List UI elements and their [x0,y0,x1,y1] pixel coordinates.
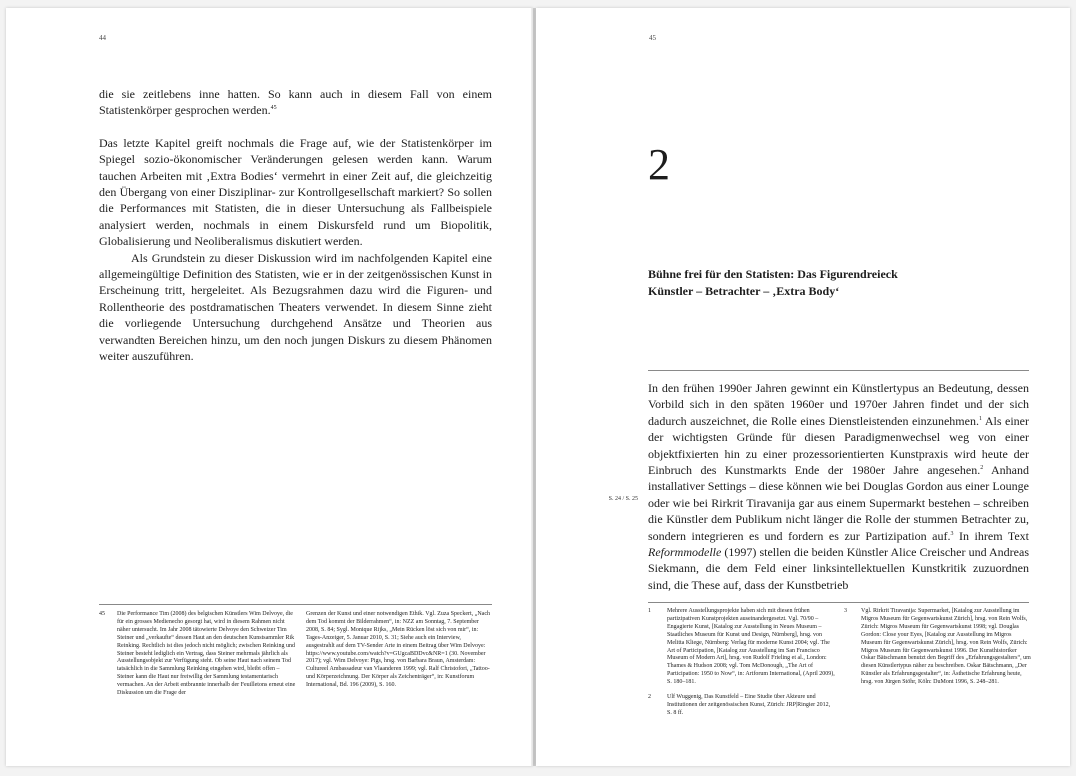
italic-title: Reformmodelle [648,545,722,560]
footnote-reference[interactable]: 45 [270,105,277,112]
body-text [648,380,1029,593]
page-number: 44 [99,34,106,42]
footnote-reference[interactable]: 2 [980,465,984,472]
footnote-number: 45 [99,611,105,617]
chapter-number: 2 [648,140,670,189]
chapter-title-line: Künstler – Betrachter – ‚Extra Body‘ [648,284,840,298]
footnote-divider [648,602,1029,603]
right-page [536,8,1070,766]
page-number: 45 [649,34,656,42]
left-page [6,8,533,766]
footnote-number: 1 [648,608,651,614]
footnote-text: Ulf Wuggenig, Das Kunstfeld – Eine Studie über Akteure und Institutionen der zeitgenössischen Kunst, Zürich: JRP|Ringier 2012, S. 8 ff. [667,694,831,716]
chapter-title [648,266,1028,300]
marginal-note: S. 24 / S. 25 [608,496,638,502]
footnote-divider [99,604,492,605]
footnote-number: 2 [648,694,651,700]
footnote-reference[interactable]: 1 [978,415,982,422]
paragraph: die sie zeitlebens inne hatten. So kann auch in diesem Fall von einem Statistenkörper gesprochen werden.$^{45}$ [99,87,492,118]
footnote-text: Vgl. Rirkrit Tiravanija: Supermarket, [Katalog zur Ausstellung im Migros Museum für Gegenwartskunst Zürich], hrsg. von Rein Wolfs, Zürich: Migros Museum für Gegenwartskunst 1998; vgl. Douglas Gordon: Close your Eyes, [Katalog zur Ausstellung im Migros Museum für Gegenwartskunst Zürich], hrsg. von Rein Wolfs, Zürich: Migros Museum für Gegenwartskunst 1996. Der Kunsthistoriker Oskar Bätschmann benutzt den Begriff des „Erfahrungsgestalters“, um diesen Künstlertypus näher zu beschreiben. Oskar Bätschmann, „Der Künstler als Erfahrungsgestalter“, in: Ästhetische Erfahrung heute, hrsg. von Jürgen Stöhr, Köln: DuMont 1996, S. 248–281. [861,608,1031,686]
paragraph: In den frühen 1990er Jahren gewinnt ein Künstlertypus an Bedeutung, dessen Vorbild sich in den späten 1960er und 1970er Jahren findet und der sich dadurch auszeichnet, die Rolle eines Dienstleistenden einzunehmen.$^1$ Als einer der wichtigsten Gründe für diesen Paradigmenwechsel weg von einer objektfixierten hin zu einer prozessorientierten Kunstpraxis wird heute der Einbruch des Kunstmarkts Ende der 1980er Jahre angesehen.$^2$ Anhand installativer Settings – diese können wie bei Douglas Gordon aus einer Lounge oder wie bei Rirkrit Tiravanija gar aus einem Supermarkt bestehen – schreiben die Künstler dem Publikum nicht länger die Rolle der stummen Betrachter zu, sondern integrieren es und fordern es zur Partizipation auf.$^3$ In ihrem Text Reformmodelle (1997) stellen die beiden Künstler Alice Creischer und Andreas Siekmann, die dem Feld einer linksintellektuellen Kunstkritik zuzuordnen sind, die These auf, dass der Kunstbetrieb [648,381,1029,592]
footnote-text: Die Performance Tim (2008) des belgischen Künstlers Wim Delvoye, die für ein grosses Medienecho gesorgt hat, wird in diesem Rahmen nicht näher untersucht. Im Jahr 2008 tätowierte Delvoye den Schweizer Tim Steiner und „verkaufte“ dessen Haut an den deutschen Kunstsammler Rik Reinking. Rechtlich ist dies jedoch nicht möglich; zwischen Reinking und Steiner besteht lediglich ein Vertrag, dass Steiner mehrmals jährlich als Ausstellungsobjekt zur Verfügung steht. Ob seine Haut nach seinem Tod tatsächlich in die Sammlung Reinking eingehen wird, bleibt offen – Steiner kann die Haut nur freiwillig der Sammlung testamentarisch vermachen. An der Arbeit entbrannte innerhalb der Feuilletons erneut eine Diskussion um die Frage der [117,611,296,697]
footnote-text: Mehrere Ausstellungsprojekte haben sich mit diesen frühen partizipativen Kunstprojekten auseinandergesetzt. Vgl. 70/90 – Engagierte Kunst, [Katalog zur Ausstellung in Neues Museum – Staatliches Museum für Kunst und Design, Nürnberg], hrsg. von Melitta Kliege, Nürnberg: Verlag für moderne Kunst 2004; vgl. The Art of Participation, [Katalog zur Ausstellung im San Francisco Museum of Modern Art], hrsg. von Rudolf Frieling et al., London: Thames & Hudson 2008; vgl. Tom McDonough, „The Art of Participation: 1950 to Now“, in: Artforum International, (April 2009), S. 180–181. [667,608,835,686]
footnote-text-continued: Grenzen der Kunst und einer notwendigen Ethik. Vgl. Zuza Speckert, „Nach dem Tod kommt der Bilderrahmen“, in: NZZ am Sonntag, 7. September 2008, S. 84; Sygl. Monique Rijks, „Mein Rücken löst sich von mir“, in: Tages-Anzeiger, 5. Januar 2010, S. 31; Siehe auch ein Interview, ausgestrahlt auf dem TV-Sender Arte in einem Beitrag über Wim Delvoye: https://www.youtube.com/watch?v=GUgcaBDDvc&NR=1 (30. November 2017); vgl. Wim Delvoye: Pigs, hrsg. von Barbara Braun, Amsterdam: Cultureel Ambassadeur van Vlaanderen 1999; vgl. Ralf Christofori, „Tattoo- und Körperzeichnung. Der Körper als Zeichenträger“, in: Kunstforum International, Bd. 196 (2009), S. 160. [306,611,490,689]
section-divider [648,370,1029,371]
footnote-reference[interactable]: 3 [950,530,954,537]
paragraph: Als Grundstein zu dieser Diskussion wird im nachfolgenden Kapitel eine allgemeingültige Definition des Statisten, wie er in der zeitgenössischen Kunst in Erscheinung tritt, hergeleitet. Als Bezugsrahmen dazu wird die Figuren- und Rollentheorie des postdramatischen Theaters verwendet. In diesem Sinne zieht die vorliegende Untersuchung durchgehend Ansätze und Theorien aus verwandten Bereichen hinzu, um den noch jungen Diskurs zu diesem Phänomen weiter auszuführen. [99,250,492,364]
body-text [99,86,492,365]
chapter-title-line: Bühne frei für den Statisten: Das Figurendreieck [648,267,898,281]
paragraph: Das letzte Kapitel greift nochmals die Frage auf, wie der Statistenkörper im Spiegel sozio-ökonomischer Veränderungen gelesen werden kann. Warum tauchen Arbeiten mit ‚Extra Bodies‘ vermehrt in einer Zeit auf, die gleichzeitig den Übergang von einer Disziplinar- zur Kontrollgesellschaft markiert? So sollen die Performances mit Statisten, die in dieser Untersuchung als Fallbeispiele analysiert werden, nochmals in einem Diskursfeld rund um Biopolitik, Globalisierung und Neoliberalismus diskutiert werden. [99,135,492,249]
footnote-number: 3 [844,608,847,614]
